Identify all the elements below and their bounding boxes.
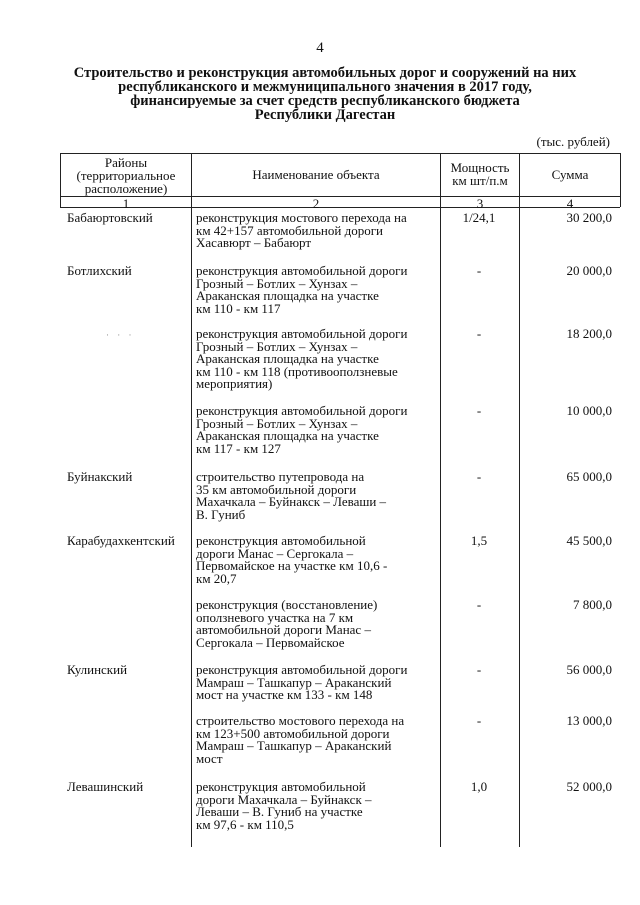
district-cell: Кулинский [67, 662, 128, 677]
object-cell [196, 405, 436, 455]
object-line: дороги Манас – Сергокала – [196, 545, 354, 561]
object-cell [196, 471, 436, 521]
object-line: Грозный – Ботлих – Хунзах – [196, 275, 358, 291]
title-line: республиканского и межмуниципального значения в 2017 году, [118, 79, 532, 95]
object-line: Мамраш – Ташкапур – Араканский [196, 674, 392, 690]
object-line: км 110 - км 118 (противооползневые [196, 363, 398, 379]
sum-cell: 20 000,0 [566, 263, 612, 278]
object-line: Сергокала – Первомайское [196, 634, 345, 650]
title-line: Строительство и реконструкция автомобильных дорог и сооружений на них [73, 65, 577, 81]
object-line: км 42+157 автомобильной дороги [196, 222, 384, 238]
column-number: 3 [476, 196, 484, 211]
object-line: км 97,6 - км 110,5 [196, 816, 294, 832]
column-number: 1 [122, 196, 130, 211]
object-line: реконструкция (восстановление) [196, 597, 378, 612]
district-cell: Ботлихский [67, 263, 132, 278]
object-line: Грозный – Ботлих – Хунзах – [196, 415, 358, 431]
header-capacity [441, 161, 519, 187]
header-line: Сумма [551, 167, 589, 182]
capacity-cell: 1/24,1 [462, 210, 496, 225]
header-object [192, 168, 440, 181]
object-line: Леваши – В. Гуниб на участке [196, 804, 363, 820]
object-line: В. Гуниб [196, 506, 246, 522]
capacity-cell: - [476, 662, 482, 677]
title-line: финансируемые за счет средств республиканского бюджета [130, 93, 520, 109]
table-top-border [60, 153, 620, 154]
unit-label: (тыс. рублей) [536, 134, 610, 149]
capacity-cell: - [476, 263, 482, 278]
object-line: Мамраш – Ташкапур – Араканский [196, 738, 392, 754]
sum-cell: 18 200,0 [566, 326, 612, 341]
object-line: км 110 - км 117 [196, 300, 281, 316]
object-cell [196, 715, 436, 765]
object-line: 35 км автомобильной дороги [196, 481, 357, 497]
capacity-cell: - [476, 403, 482, 418]
object-line: реконструкция автомобильной дороги [196, 263, 408, 278]
object-line: реконструкция автомобильной [196, 533, 366, 548]
object-line: Араканская площадка на участке [196, 428, 379, 444]
sum-cell: 65 000,0 [566, 469, 612, 484]
column-border [191, 153, 192, 847]
object-line: реконструкция автомобильной [196, 779, 366, 794]
sum-cell: 45 500,0 [566, 533, 612, 548]
object-line: Махачкала – Буйнакск – Леваши – [196, 494, 387, 510]
column-number: 2 [312, 196, 320, 211]
column-border [440, 153, 441, 847]
capacity-cell: - [476, 469, 482, 484]
district-cell: Карабудахкентский [67, 533, 175, 548]
document-title [40, 66, 610, 122]
page-number: 4 [316, 40, 324, 56]
object-line: Араканская площадка на участке [196, 288, 379, 304]
object-line: строительство путепровода на [196, 469, 365, 484]
object-line: реконструкция автомобильной дороги [196, 403, 408, 418]
object-cell [196, 265, 436, 315]
column-border [519, 153, 520, 847]
object-cell [196, 212, 436, 250]
title-line: Республики Дагестан [254, 107, 396, 123]
object-line: Хасавюрт – Бабаюрт [196, 235, 312, 251]
object-cell [196, 664, 436, 702]
sum-cell: 52 000,0 [566, 779, 612, 794]
header-line: км шт/п.м [452, 173, 508, 188]
object-line: Первомайское на участке км 10,6 - [196, 558, 388, 574]
sum-cell: 56 000,0 [566, 662, 612, 677]
header-sum [520, 168, 620, 181]
header-line: Мощность [450, 160, 510, 175]
column-number: 4 [566, 196, 574, 211]
capacity-cell: - [476, 597, 482, 612]
object-line: км 123+500 автомобильной дороги [196, 725, 390, 741]
object-cell [196, 328, 436, 391]
scan-dots: · · · [106, 330, 135, 340]
sum-cell: 13 000,0 [566, 713, 612, 728]
object-cell [196, 781, 436, 831]
object-line: строительство мостового перехода на [196, 713, 405, 728]
capacity-cell: - [476, 713, 482, 728]
object-cell [196, 535, 436, 585]
object-line: реконструкция автомобильной дороги [196, 662, 408, 677]
object-line: автомобильной дороги Манас – [196, 622, 371, 638]
object-line: км 117 - км 127 [196, 440, 281, 456]
district-cell: Бабаюртовский [67, 210, 153, 225]
object-line: Грозный – Ботлих – Хунзах – [196, 338, 358, 354]
header-line: расположение) [84, 181, 168, 196]
object-line: мост [196, 750, 223, 766]
sum-cell: 7 800,0 [573, 597, 612, 612]
district-cell: Левашинский [67, 779, 144, 794]
object-line: реконструкция мостового перехода на [196, 210, 407, 225]
object-line: мероприятия) [196, 376, 273, 392]
object-line: реконструкция автомобильной дороги [196, 326, 408, 341]
capacity-cell: 1,0 [470, 779, 488, 794]
sum-cell: 30 200,0 [566, 210, 612, 225]
object-cell [196, 599, 436, 649]
capacity-cell: - [476, 326, 482, 341]
capacity-cell: 1,5 [470, 533, 488, 548]
header-line: Наименование объекта [252, 167, 380, 182]
district-cell: Буйнакский [67, 469, 133, 484]
column-border [620, 153, 621, 207]
header-line: Районы [104, 155, 148, 170]
object-line: км 20,7 [196, 570, 237, 586]
object-line: оползневого участка на 7 км [196, 609, 354, 625]
object-line: дороги Махачкала – Буйнакск – [196, 791, 372, 807]
object-line: Араканская площадка на участке [196, 351, 379, 367]
header-district [61, 156, 191, 195]
object-line: мост на участке км 133 - км 148 [196, 687, 373, 703]
sum-cell: 10 000,0 [566, 403, 612, 418]
header-line: (территориальное [76, 168, 176, 183]
